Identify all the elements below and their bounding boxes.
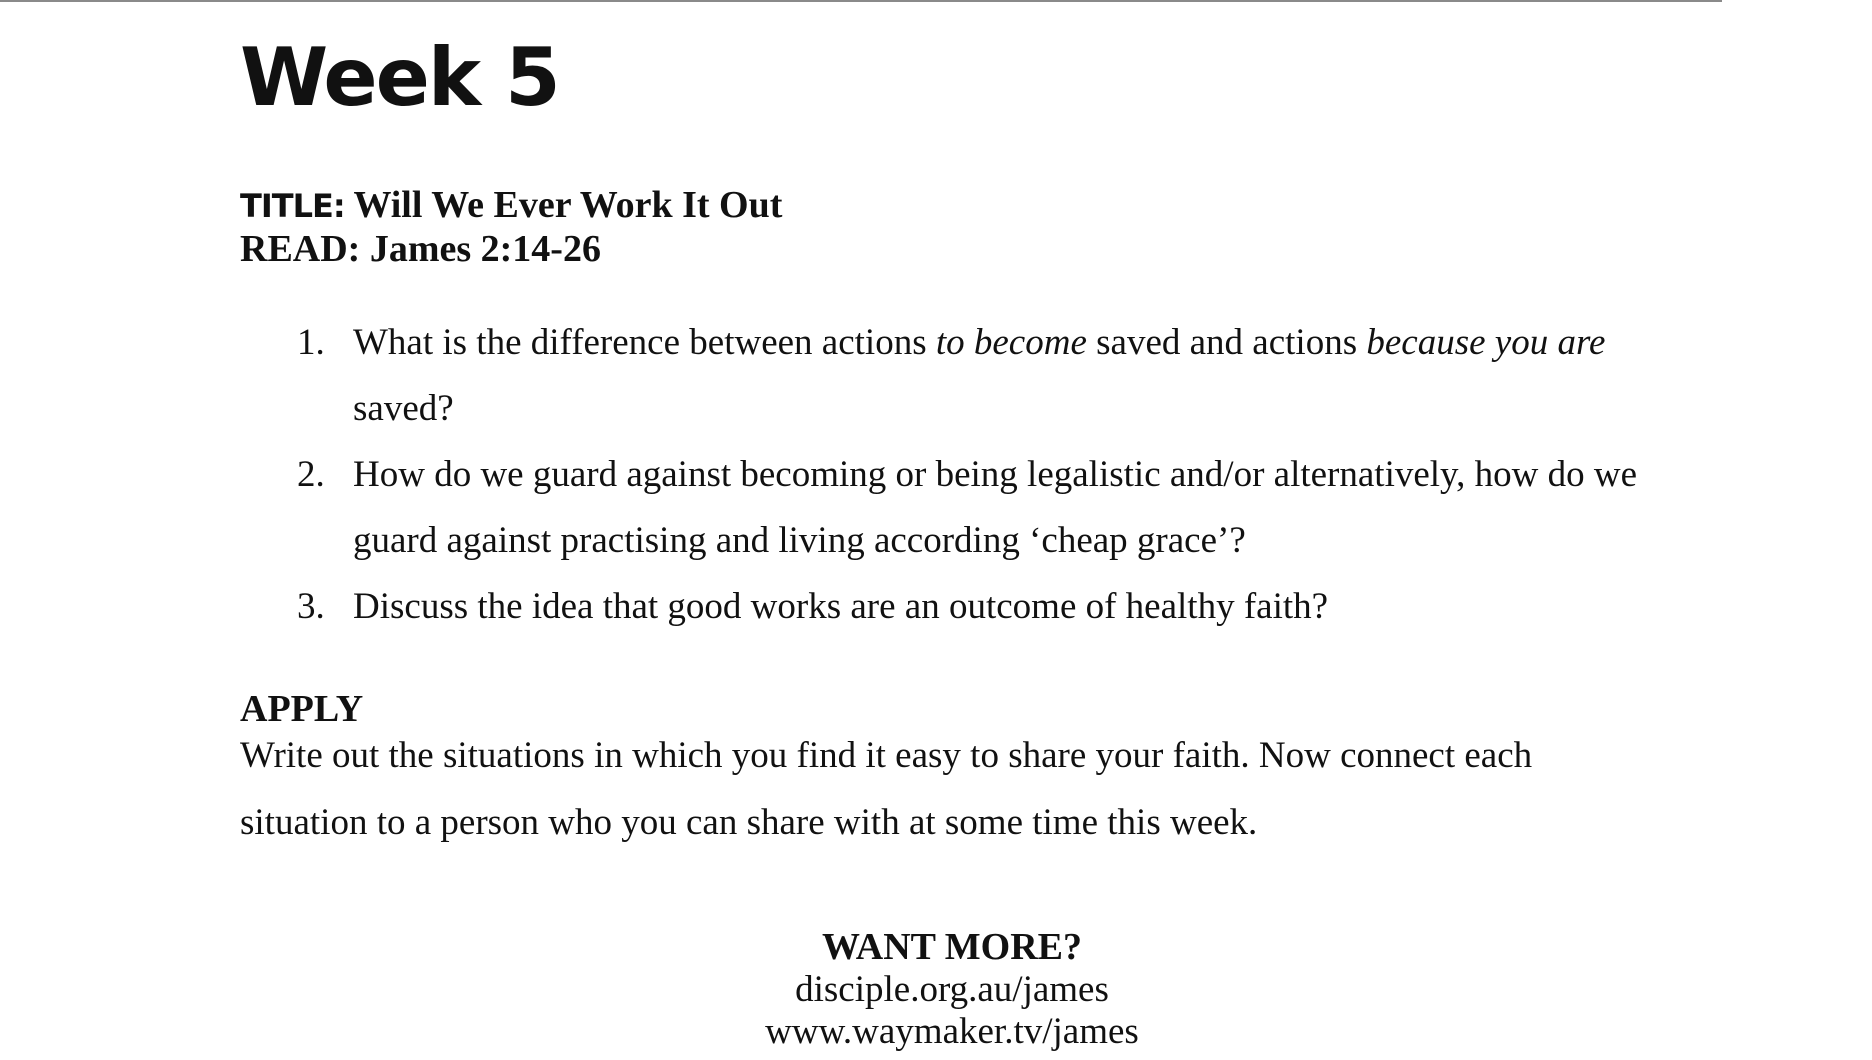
question-text: Discuss the idea that good works are an outcome of healthy faith? <box>353 586 1329 627</box>
question-number: 1. <box>297 322 325 363</box>
week-heading: Week 5 <box>240 31 559 124</box>
title-value: Will We Ever Work It Out <box>353 184 783 226</box>
title-line <box>240 184 782 228</box>
want-more-section <box>240 925 1664 1053</box>
question-number: 2. <box>297 454 325 495</box>
apply-heading: APPLY <box>240 688 364 730</box>
question-list <box>240 310 1700 640</box>
question-emphasis: to become <box>935 322 1087 363</box>
question-text: How do we guard against becoming or being legalistic and/or alternatively, how do we guard against practising and living according ‘cheap grace’? <box>353 454 1638 561</box>
question-item <box>240 574 1700 640</box>
apply-text: Write out the situations in which you find it easy to share your faith. Now connect each situation to a person who you can share with at some time this week. <box>240 735 1533 843</box>
question-text-part: saved? <box>353 388 454 429</box>
question-item <box>240 310 1700 442</box>
read-line: READ: James 2:14-26 <box>240 228 601 270</box>
title-label: TITLE: <box>240 187 345 225</box>
want-more-heading: WANT MORE? <box>821 926 1083 968</box>
disciple-link[interactable]: disciple.org.au/james <box>795 969 1109 1010</box>
question-text-part: What is the difference between actions <box>353 322 936 363</box>
question-number: 3. <box>297 586 325 627</box>
question-emphasis: because you are <box>1366 322 1606 363</box>
question-item <box>240 442 1700 574</box>
question-text-part: saved and actions <box>1086 322 1367 363</box>
waymaker-link[interactable]: www.waymaker.tv/james <box>765 1011 1139 1052</box>
question-text <box>353 322 1605 429</box>
session-meta <box>240 184 782 271</box>
top-border-line <box>0 0 1722 2</box>
